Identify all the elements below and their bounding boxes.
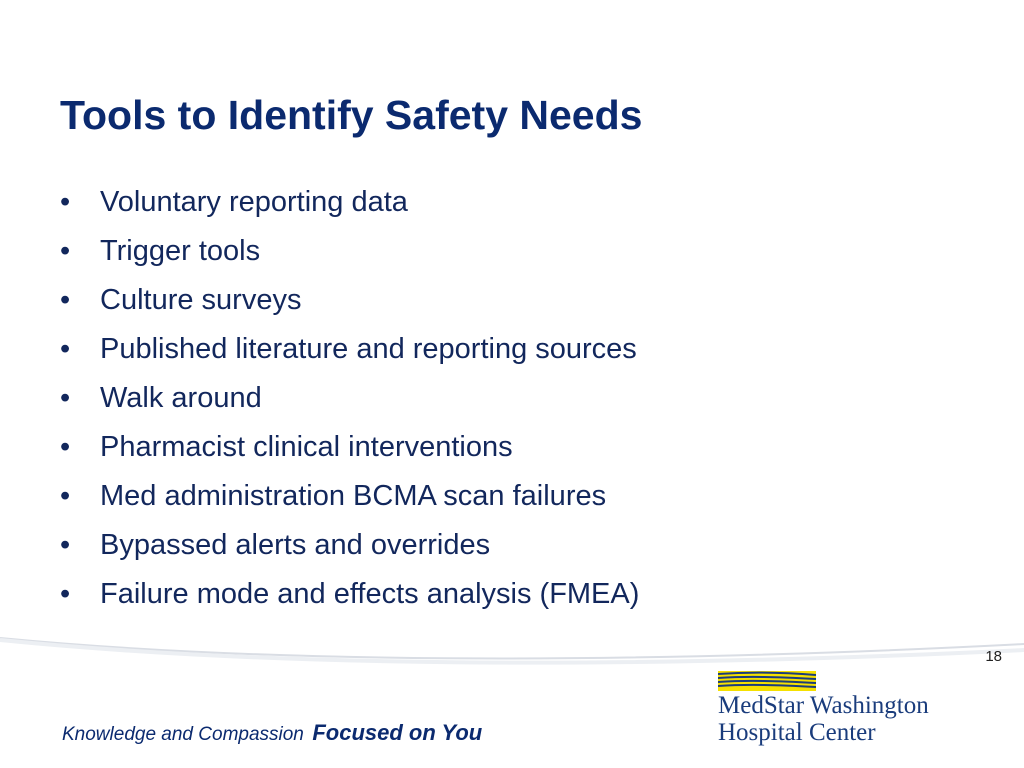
bullet-item <box>60 235 639 284</box>
footer-tagline <box>62 720 482 746</box>
bullet-text: Voluntary reporting data <box>100 186 408 218</box>
bullet-text: Trigger tools <box>100 235 261 267</box>
bullet-list <box>60 186 639 627</box>
bullet-dot-icon: • <box>60 431 71 463</box>
bullet-dot-icon: • <box>60 578 71 610</box>
bullet-item <box>60 529 639 578</box>
bullet-dot-icon: • <box>60 284 71 316</box>
bullet-item <box>60 382 639 431</box>
bullet-text: Med administration BCMA scan failures <box>100 480 607 512</box>
bullet-item <box>60 480 639 529</box>
bullet-item <box>60 333 639 382</box>
bullet-dot-icon: • <box>60 235 71 267</box>
page-number: 18 <box>985 648 1002 665</box>
bullet-dot-icon: • <box>60 382 71 414</box>
bullet-text: Bypassed alerts and overrides <box>100 529 491 561</box>
footer-swoosh-divider <box>0 610 1024 680</box>
logo-line2: Hospital Center <box>718 719 876 746</box>
bullet-item <box>60 284 639 333</box>
bullet-dot-icon: • <box>60 186 71 218</box>
tagline-bold: Focused on You <box>312 720 483 745</box>
bullet-text: Published literature and reporting sources <box>100 333 637 365</box>
logo-line1: MedStar Washington <box>718 692 929 719</box>
bullet-text: Failure mode and effects analysis (FMEA) <box>100 578 640 610</box>
medstar-logo-text <box>718 692 929 746</box>
bullet-dot-icon: • <box>60 333 71 365</box>
bullet-dot-icon: • <box>60 529 71 561</box>
bullet-item <box>60 186 639 235</box>
tagline-regular: Knowledge and Compassion <box>62 724 304 745</box>
bullet-text: Culture surveys <box>100 284 302 316</box>
slide-title: Tools to Identify Safety Needs <box>60 92 643 138</box>
medstar-logo-icon <box>718 671 816 691</box>
bullet-text: Walk around <box>100 382 262 414</box>
bullet-text: Pharmacist clinical interventions <box>100 431 513 463</box>
bullet-item <box>60 431 639 480</box>
bullet-dot-icon: • <box>60 480 71 512</box>
